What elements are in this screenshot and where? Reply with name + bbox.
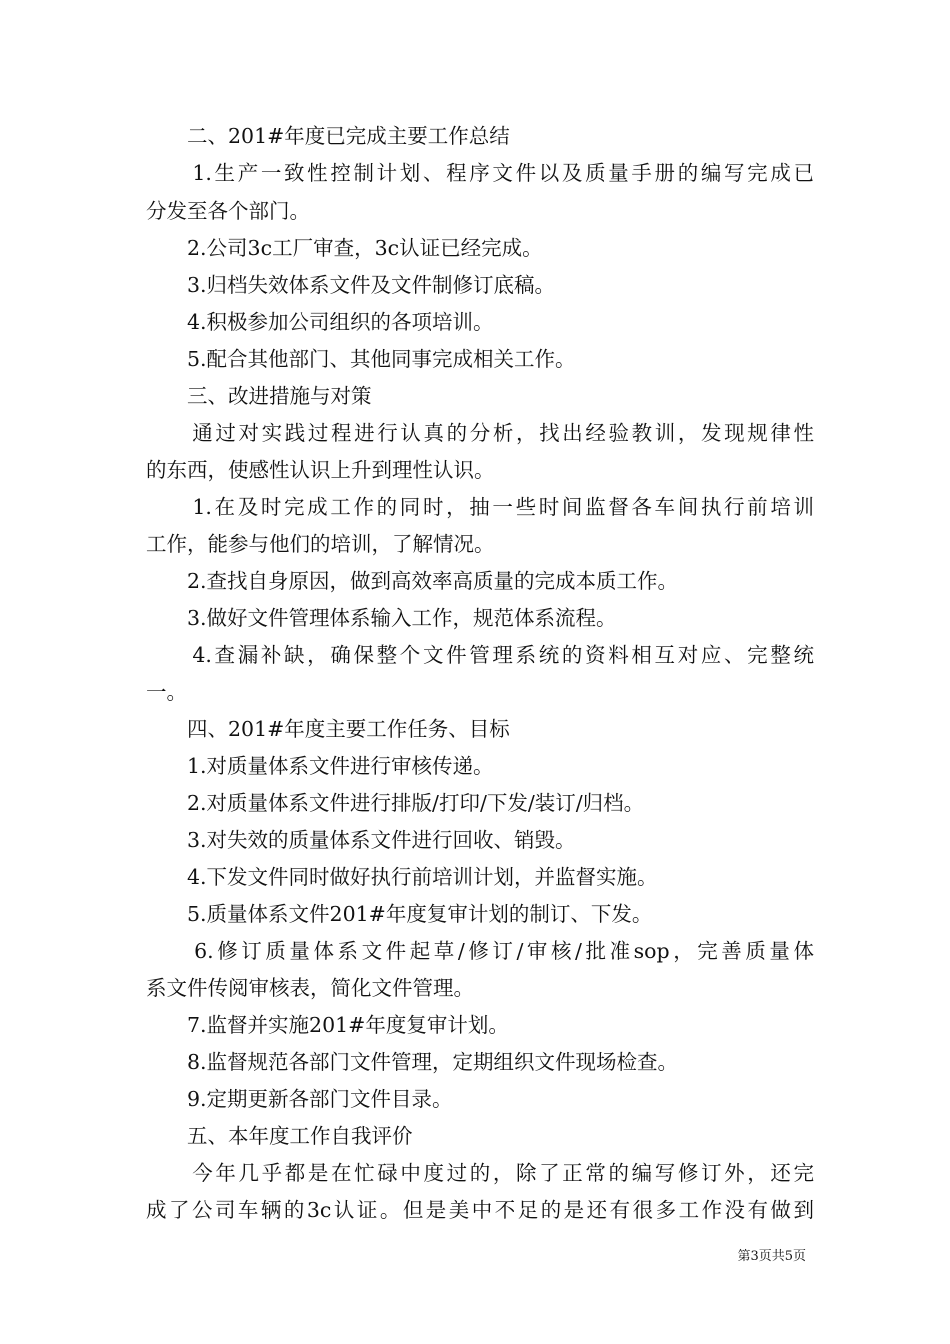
text-line: 5.质量体系文件201#年度复审计划的制订、下发。: [146, 902, 653, 926]
text-line: 2.公司3c工厂审查，3c认证已经完成。: [146, 236, 543, 260]
text-line: 一。: [146, 680, 187, 704]
text-line: 的东西，使感性认识上升到理性认识。: [146, 458, 495, 482]
text-line: 5.配合其他部门、其他同事完成相关工作。: [146, 347, 576, 371]
text-line: 通过对实践过程进行认真的分析，找出经验教训，发现规律性: [146, 421, 814, 445]
text-line: 4.积极参加公司组织的各项培训。: [146, 310, 494, 334]
text-line: 3.归档失效体系文件及文件制修订底稿。: [146, 273, 556, 297]
text-line: 7.监督并实施201#年度复审计划。: [146, 1013, 509, 1037]
page-number: 第3页共5页: [737, 1249, 806, 1264]
text-line: 成了公司车辆的3c认证。但是美中不足的是还有很多工作没有做到: [146, 1198, 814, 1222]
text-line: 6.修订质量体系文件起草/修订/审核/批准sop，完善质量体: [146, 939, 814, 963]
text-line: 3.对失效的质量体系文件进行回收、销毁。: [146, 828, 576, 852]
text-line: 9.定期更新各部门文件目录。: [146, 1087, 453, 1111]
text-line: 工作，能参与他们的培训，了解情况。: [146, 532, 495, 556]
text-line: 4.查漏补缺，确保整个文件管理系统的资料相互对应、完整统: [146, 643, 814, 667]
text-line: 4.下发文件同时做好执行前培训计划，并监督实施。: [146, 865, 658, 889]
text-line: 四、201#年度主要工作任务、目标: [146, 717, 510, 741]
text-line: 今年几乎都是在忙碌中度过的，除了正常的编写修订外，还完: [146, 1161, 814, 1185]
text-line: 三、改进措施与对策: [146, 384, 372, 408]
text-line: 8.监督规范各部门文件管理，定期组织文件现场检查。: [146, 1050, 679, 1074]
text-line: 2.查找自身原因，做到高效率高质量的完成本质工作。: [146, 569, 679, 593]
text-line: 2.对质量体系文件进行排版/打印/下发/装订/归档。: [146, 791, 645, 815]
text-line: 二、201#年度已完成主要工作总结: [146, 124, 510, 148]
text-line: 3.做好文件管理体系输入工作，规范体系流程。: [146, 606, 617, 630]
text-line: 五、本年度工作自我评价: [146, 1124, 413, 1148]
text-line: 系文件传阅审核表，简化文件管理。: [146, 976, 474, 1000]
text-line: 1.对质量体系文件进行审核传递。: [146, 754, 494, 778]
text-line: 1.在及时完成工作的同时，抽一些时间监督各车间执行前培训: [146, 495, 814, 519]
text-line: 分发至各个部门。: [146, 199, 310, 223]
text-line: 1.生产一致性控制计划、程序文件以及质量手册的编写完成已: [146, 161, 814, 185]
